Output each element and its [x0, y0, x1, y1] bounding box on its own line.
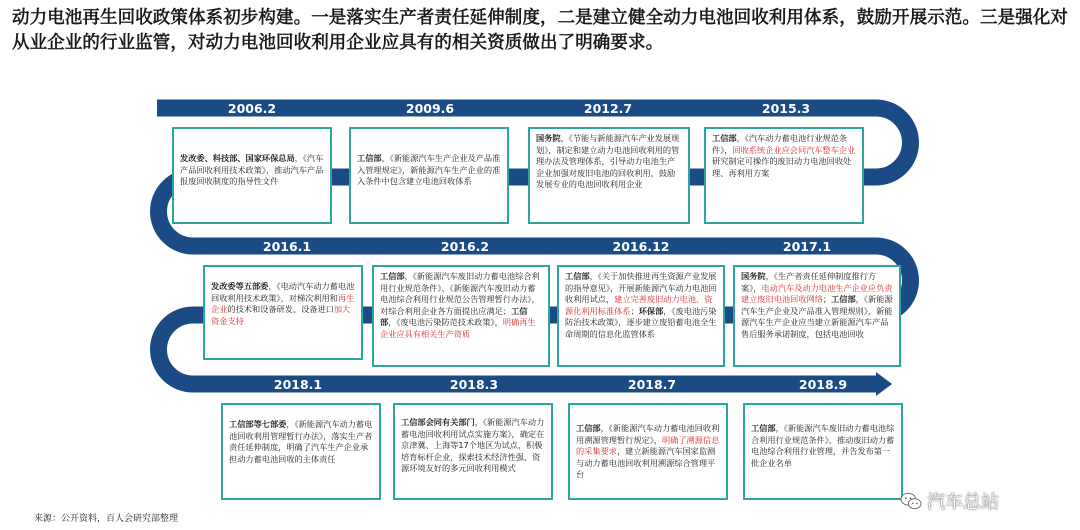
date-2017-1: 2017.1	[782, 239, 832, 254]
card-text: ，《汽车产品回收利用技术政策》，推动汽车产品报废回收制度的指导性文件	[180, 153, 324, 187]
card-issuer: 工信部	[380, 305, 528, 328]
policy-card-2018-9	[743, 403, 903, 500]
card-issuer: 工信部	[565, 271, 590, 281]
card-text: ，《新能源汽车废旧动力蓄电池综合利用行业规范条件》、《新能源汽车废旧动力蓄电池综合利用行业规范公告管理暂行办法》，对综合利用企业各方面提出应满足；	[380, 271, 540, 316]
track-arrow-end	[876, 372, 892, 396]
card-highlight: 明确了溯源信息的采集要求	[576, 434, 720, 457]
card-text: ，《汽车动力蓄电池行业规范条件》，	[712, 133, 848, 155]
date-2018-9: 2018.9	[798, 377, 848, 392]
source-note: 来源：公开资料，百人会研究部整理	[34, 514, 179, 524]
policy-card-2018-7	[568, 403, 728, 500]
card-text: ；	[822, 294, 832, 305]
watermark	[900, 488, 999, 514]
date-2018-7: 2018.7	[627, 377, 677, 392]
card-highlight: 再生企业	[211, 292, 355, 315]
policy-card-2018-1	[221, 403, 381, 500]
policy-card-2009-6	[349, 127, 509, 224]
date-2015-3: 2015.3	[761, 101, 811, 116]
card-issuer: 工信部	[576, 423, 601, 433]
card-issuer: 工信部等七部委	[229, 419, 287, 429]
card-text: ；	[630, 305, 639, 316]
card-text: ，《新能源汽车动力蓄电池回收利用试点实施方案》，确定在京津冀、上海等17个地区为试点，积极培育标杆企业，探索技术经济性强、资源环境友好的多元回收利用模式	[401, 417, 545, 474]
date-2016-12: 2016.12	[612, 239, 670, 254]
watermark-text: 汽车总站	[927, 492, 999, 513]
card-issuer: 发改委、科技部、国家环保总局	[180, 153, 295, 163]
card-issuer: 工信部	[380, 271, 405, 281]
card-text: 的技术和设备研发、设备进口	[227, 304, 334, 315]
card-text: ，《关于加快推进再生资源产业发展的指导意见》，开展新能源汽车动力电池回收利用试点，	[565, 271, 717, 305]
card-text: ，《生产者责任延伸制度推行方案》，	[741, 271, 877, 293]
page-headline: 动力电池再生回收政策体系初步构建。一是落实生产者责任延伸制度，二是建立健全动力电池回收利用体系，鼓励开展示范。三是强化对从业企业的行业监管，对动力电池回收利用企业应具有的相关资质做出了明确要求。	[12, 8, 1068, 53]
policy-card-2012-7	[528, 127, 690, 224]
card-issuer: 发改委等五部委	[211, 281, 269, 291]
card-highlight: 建立完善废旧动力电池、资源化利用标准体系	[565, 294, 713, 316]
card-text: ，《废电池污染防治技术政策》，逐步建立废铅蓄电池全生命周期的信息化监管体系	[565, 305, 717, 339]
date-2016-1: 2016.1	[262, 239, 312, 254]
date-2018-3: 2018.3	[449, 377, 499, 392]
card-text: ，建立新能源汽车国家监测与动力蓄电池回收利用溯源综合管理平台	[576, 446, 716, 480]
policy-card-2016-12	[557, 265, 725, 367]
card-issuer: 国务院	[741, 271, 766, 281]
card-highlight: 加大资金支持	[211, 304, 351, 326]
card-highlight: 电动汽车及动力电池生产企业应负责建立废旧电池回收网络	[741, 282, 893, 305]
card-text: ，《新能源汽车生产企业及产品准入管理规则》，新能源汽车生产企业应当建立新能源汽车产品售后服务承诺制度，包括电池回收	[741, 294, 893, 339]
card-text: ，《废电池污染防范技术政策》，	[388, 317, 503, 328]
card-issuer: 工信部会同有关部门	[401, 417, 475, 427]
policy-card-2016-1	[203, 265, 363, 360]
policy-card-2016-2	[372, 265, 550, 367]
date-2018-1: 2018.1	[273, 377, 323, 392]
card-issuer: 国务院	[536, 133, 561, 143]
card-issuer: 工信部	[712, 133, 737, 143]
date-2009-6: 2009.6	[405, 101, 455, 116]
policy-card-2006-2	[172, 127, 332, 224]
card-highlight: 明确再生企业应具有相关生产资质	[380, 317, 536, 339]
card-text: ，《电动汽车动力蓄电池回收利用技术政策》，对梯次利用和	[211, 281, 355, 303]
policy-card-2015-3	[704, 127, 864, 224]
card-issuer: 工信部	[751, 423, 776, 433]
date-2012-7: 2012.7	[583, 101, 633, 116]
policy-card-2017-1	[733, 265, 901, 367]
card-text: ，《新能源汽车生产企业及产品准入管理规定》，新能源汽车生产企业的准入条件中包含建立电池回收体系	[357, 153, 501, 187]
wechat-icon	[900, 491, 922, 511]
card-text: ，《节能与新能源汽车产业发展规划》，制定和建立动力电池回收利用的管理办法及管理体系，引导动力电池生产企业加强对废旧电池的回收利用，鼓励发展专业的电池回收利用企业	[536, 133, 680, 190]
date-2016-2: 2016.2	[440, 239, 490, 254]
card-text: ，《新能源汽车废旧动力蓄电池综合利用行业规范条件》，推动废旧动力蓄电池综合利用行业管理，并告发布第一批企业名单	[751, 423, 895, 468]
card-issuer: 工信部	[357, 153, 382, 163]
card-text: ，《新能源汽车动力蓄电池回收利用管理暂行办法》，落实生产者责任延伸制度，明确了汽车生产企业承担动力蓄电池回收的主体责任	[229, 419, 373, 464]
card-issuer: 工信部	[831, 294, 856, 305]
policy-card-2018-3	[393, 403, 553, 500]
card-text: ，《新能源汽车动力蓄电池回收利用溯源管理暂行规定》，	[576, 423, 720, 445]
date-2006-2: 2006.2	[227, 101, 277, 116]
card-issuer: 环保部	[638, 305, 664, 316]
card-highlight: 回收系统企业应会同汽车整车企业	[732, 144, 856, 155]
card-text: 研究制定可操作的废旧动力电池回收处理、再利用方案	[712, 156, 852, 178]
